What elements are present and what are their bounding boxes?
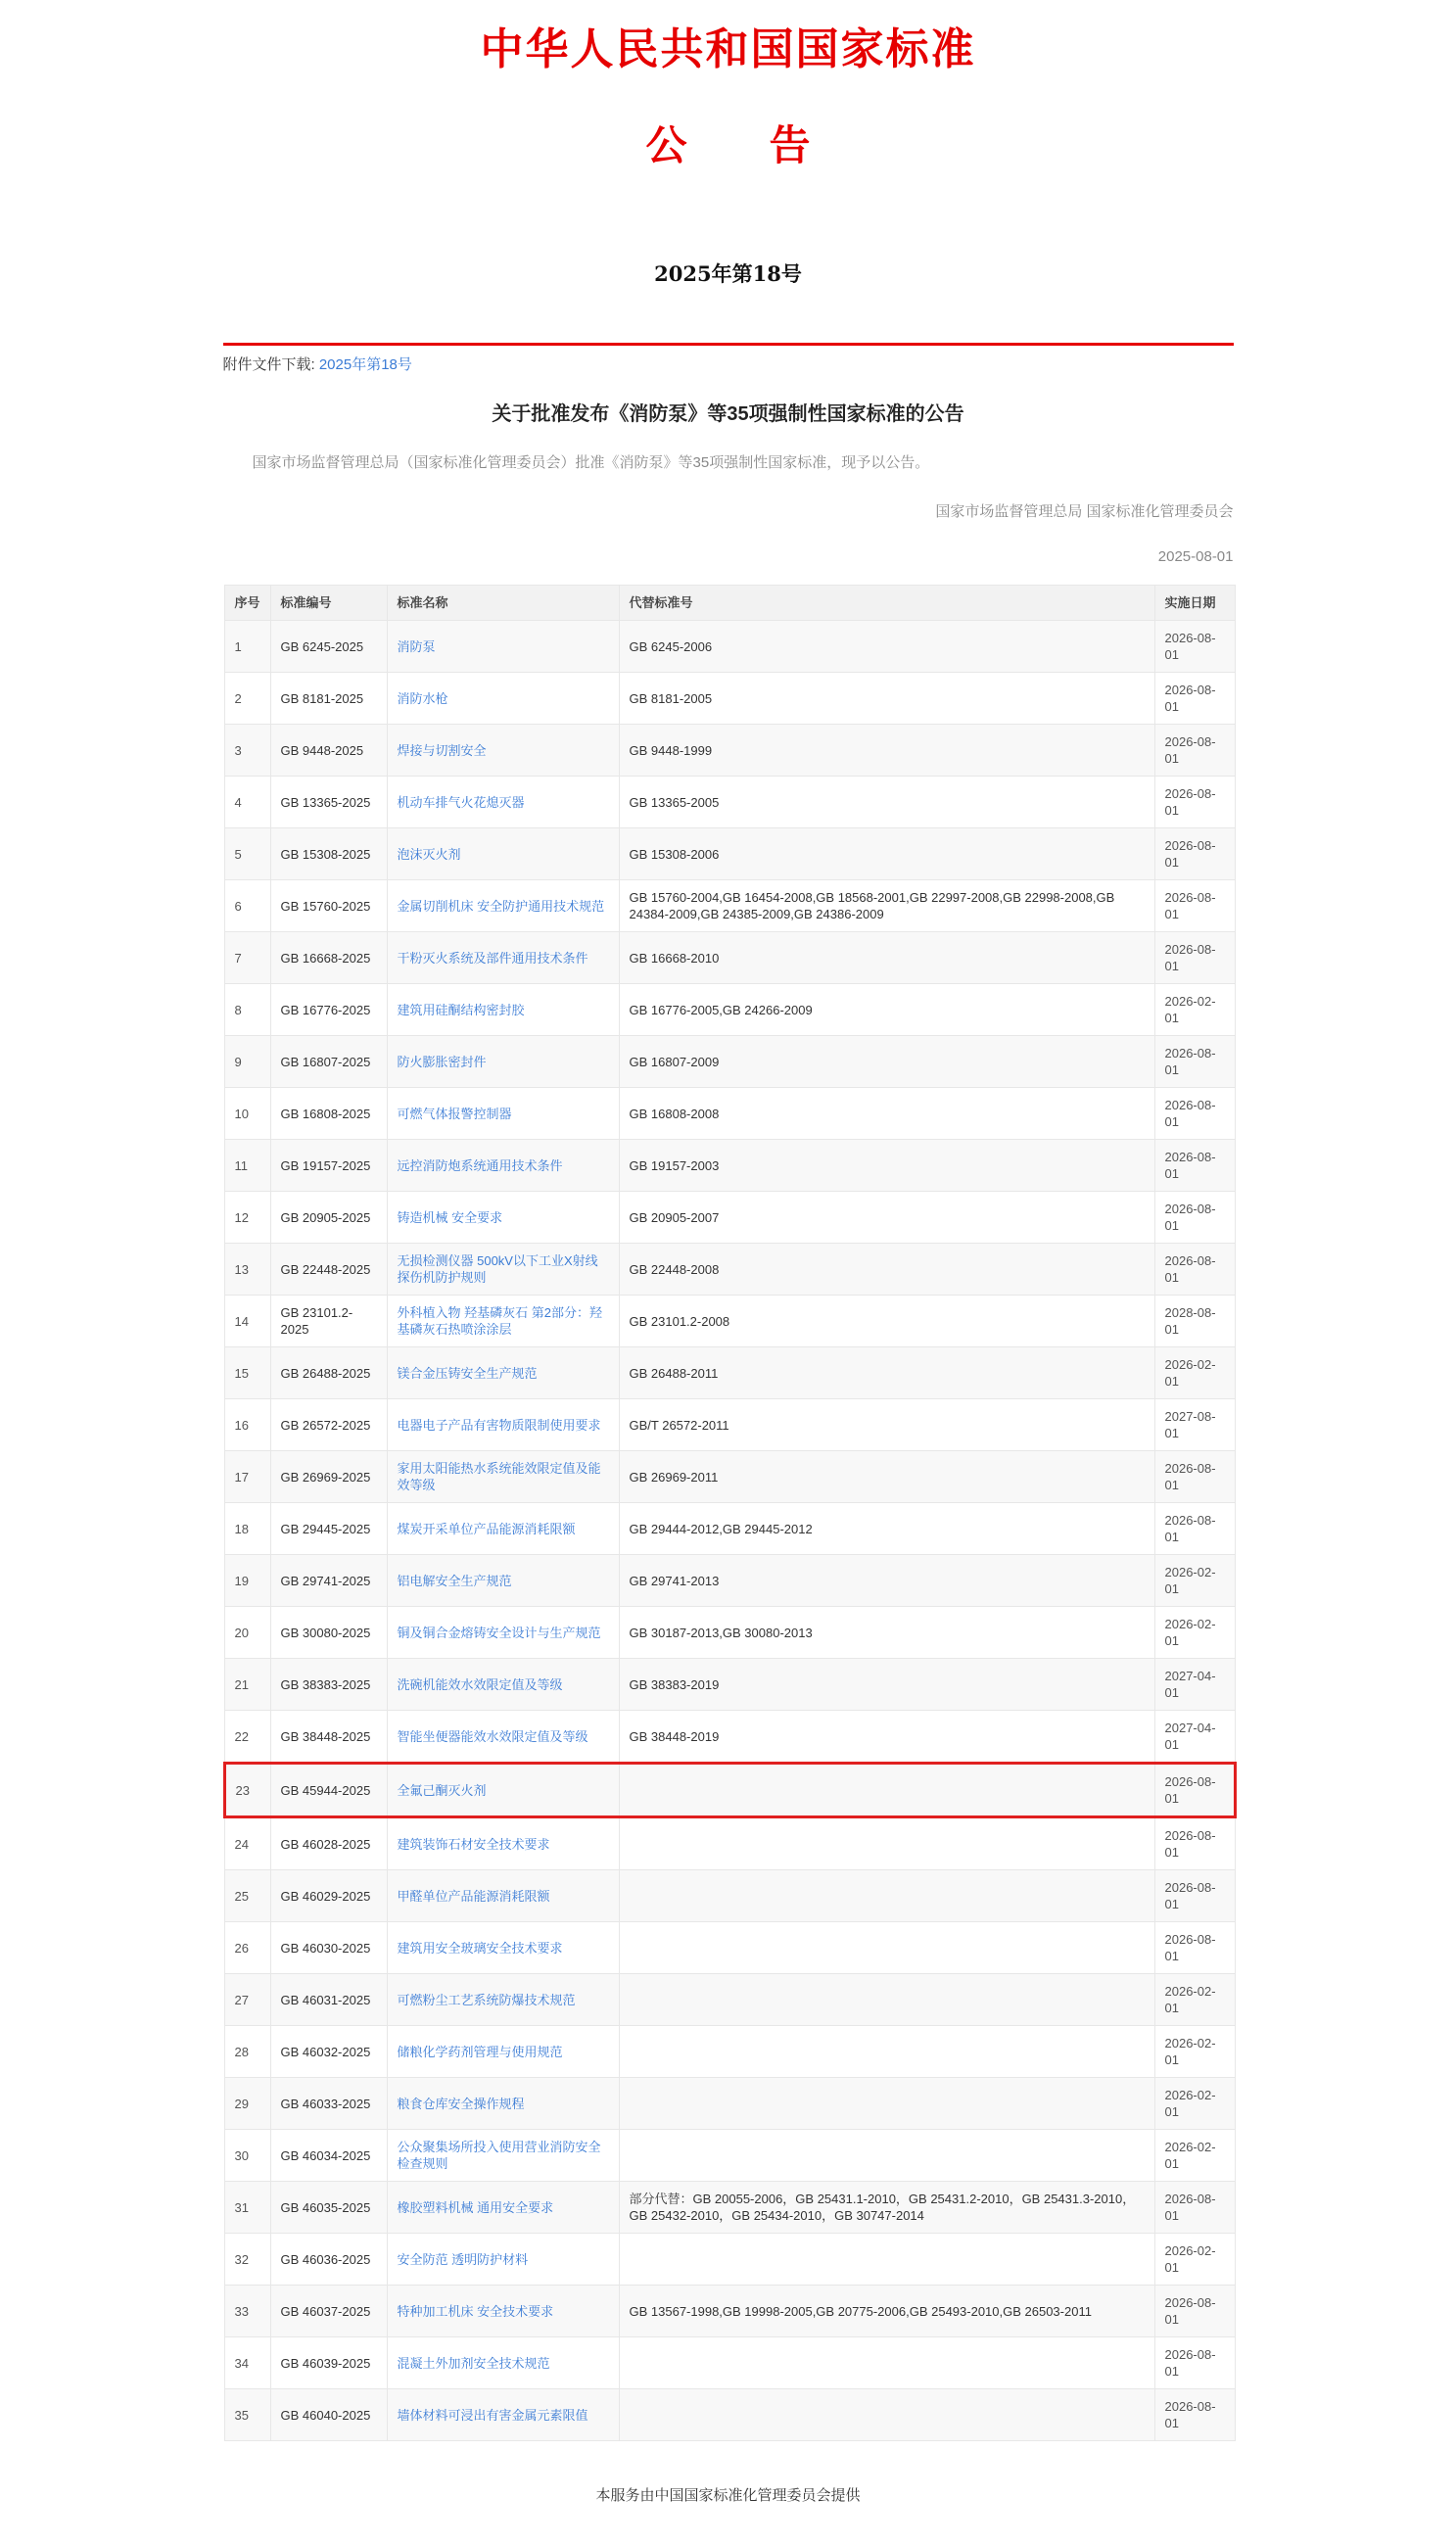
cell-standard-code: GB 46030-2025 — [270, 1922, 387, 1974]
cell-implementation-date: 2026-08-01 — [1154, 1451, 1235, 1503]
standard-name-link[interactable]: 建筑装饰石材安全技术要求 — [397, 1836, 550, 1852]
cell-standard-code: GB 46037-2025 — [270, 2286, 387, 2337]
standard-name-link[interactable]: 安全防范 透明防护材料 — [397, 2251, 529, 2267]
standard-name-link[interactable]: 建筑用硅酮结构密封胶 — [397, 1002, 525, 1017]
table-row — [224, 1192, 1235, 1244]
cell-standard-name — [387, 1140, 619, 1192]
cell-seq: 19 — [224, 1555, 270, 1607]
standard-name-link[interactable]: 铸造机械 安全要求 — [397, 1209, 503, 1225]
cell-replaced-standards — [619, 1764, 1154, 1817]
standard-name-link[interactable]: 镁合金压铸安全生产规范 — [397, 1365, 538, 1381]
table-row — [224, 1399, 1235, 1451]
cell-seq: 5 — [224, 828, 270, 880]
standard-name-link[interactable]: 泡沫灭火剂 — [397, 846, 461, 862]
cell-seq: 3 — [224, 725, 270, 777]
cell-seq: 30 — [224, 2130, 270, 2182]
standard-name-link[interactable]: 甲醛单位产品能源消耗限额 — [397, 1888, 550, 1904]
standard-name-link[interactable]: 无损检测仪器 500kV以下工业X射线探伤机防护规则 — [397, 1253, 598, 1285]
cell-implementation-date: 2026-08-01 — [1154, 1764, 1235, 1817]
document-title: 关于批准发布《消防泵》等35项强制性国家标准的公告 — [492, 403, 964, 425]
cell-standard-code: GB 46032-2025 — [270, 2026, 387, 2078]
cell-standard-name — [387, 1192, 619, 1244]
cell-standard-code: GB 38448-2025 — [270, 1711, 387, 1764]
cell-standard-code: GB 8181-2025 — [270, 673, 387, 725]
cell-standard-name — [387, 1659, 619, 1711]
table-header-row — [224, 586, 1235, 621]
standard-name-link[interactable]: 外科植入物 羟基磷灰石 第2部分：羟基磷灰石热喷涂涂层 — [397, 1305, 602, 1337]
header-date: 实施日期 — [1154, 586, 1235, 621]
cell-standard-name — [387, 725, 619, 777]
cell-replaced-standards: GB 26488-2011 — [619, 1347, 1154, 1399]
table-row — [224, 2389, 1235, 2441]
table-row — [224, 725, 1235, 777]
standard-name-link[interactable]: 消防水枪 — [397, 690, 448, 706]
standard-name-link[interactable]: 特种加工机床 安全技术要求 — [397, 2303, 554, 2319]
table-row — [224, 2078, 1235, 2130]
cell-seq: 25 — [224, 1870, 270, 1922]
cell-replaced-standards — [619, 1870, 1154, 1922]
cell-implementation-date: 2026-08-01 — [1154, 1140, 1235, 1192]
cell-standard-name — [387, 2130, 619, 2182]
cell-replaced-standards — [619, 2078, 1154, 2130]
cell-implementation-date: 2027-04-01 — [1154, 1659, 1235, 1711]
cell-seq: 1 — [224, 621, 270, 673]
table-row — [224, 1974, 1235, 2026]
standard-name-link[interactable]: 煤炭开采单位产品能源消耗限额 — [397, 1521, 576, 1536]
cell-replaced-standards: GB 20905-2007 — [619, 1192, 1154, 1244]
cell-seq: 23 — [224, 1764, 270, 1817]
cell-replaced-standards: GB 23101.2-2008 — [619, 1296, 1154, 1347]
table-row — [224, 2286, 1235, 2337]
cell-replaced-standards: GB 19157-2003 — [619, 1140, 1154, 1192]
cell-implementation-date: 2026-08-01 — [1154, 2286, 1235, 2337]
table-row — [224, 2026, 1235, 2078]
table-row — [224, 2234, 1235, 2286]
cell-standard-code: GB 15760-2025 — [270, 880, 387, 932]
cell-implementation-date: 2026-08-01 — [1154, 1088, 1235, 1140]
cell-standard-code: GB 46039-2025 — [270, 2337, 387, 2389]
standard-name-link[interactable]: 铜及铜合金熔铸安全设计与生产规范 — [397, 1625, 601, 1640]
cell-standard-name — [387, 1347, 619, 1399]
document-date: 2025-08-01 — [1157, 548, 1234, 565]
cell-seq: 33 — [224, 2286, 270, 2337]
cell-replaced-standards: GB 16776-2005,GB 24266-2009 — [619, 984, 1154, 1036]
cell-standard-code: GB 20905-2025 — [270, 1192, 387, 1244]
cell-standard-code: GB 46029-2025 — [270, 1870, 387, 1922]
table-row — [224, 1296, 1235, 1347]
cell-implementation-date: 2026-08-01 — [1154, 777, 1235, 828]
cell-implementation-date: 2026-08-01 — [1154, 1503, 1235, 1555]
cell-replaced-standards — [619, 2337, 1154, 2389]
cell-standard-name — [387, 880, 619, 932]
cell-implementation-date: 2026-08-01 — [1154, 1817, 1235, 1870]
cell-replaced-standards: GB 30187-2013,GB 30080-2013 — [619, 1607, 1154, 1659]
cell-replaced-standards: GB 15760-2004,GB 16454-2008,GB 18568-2001,GB 22997-2008,GB 22998-2008,GB 24384-2009,GB 24385-2009,GB 24386-2009 — [619, 880, 1154, 932]
cell-standard-name — [387, 673, 619, 725]
cell-standard-name — [387, 1451, 619, 1503]
cell-implementation-date: 2026-02-01 — [1154, 1347, 1235, 1399]
cell-implementation-date: 2026-08-01 — [1154, 1244, 1235, 1296]
cell-implementation-date: 2026-02-01 — [1154, 984, 1235, 1036]
table-row — [224, 1922, 1235, 1974]
standard-name-link[interactable]: 储粮化学药剂管理与使用规范 — [397, 2044, 563, 2059]
attachment-row — [223, 346, 1234, 374]
cell-seq: 28 — [224, 2026, 270, 2078]
cell-seq: 18 — [224, 1503, 270, 1555]
cell-seq: 15 — [224, 1347, 270, 1399]
standard-name-link[interactable]: 干粉灭火系统及部件通用技术条件 — [397, 950, 588, 966]
cell-standard-name — [387, 1296, 619, 1347]
cell-seq: 17 — [224, 1451, 270, 1503]
cell-standard-name — [387, 1036, 619, 1088]
table-row — [224, 777, 1235, 828]
cell-implementation-date: 2026-02-01 — [1154, 1974, 1235, 2026]
table-row — [224, 1503, 1235, 1555]
cell-standard-code: GB 45944-2025 — [270, 1764, 387, 1817]
cell-seq: 4 — [224, 777, 270, 828]
cell-standard-code: GB 19157-2025 — [270, 1140, 387, 1192]
cell-seq: 32 — [224, 2234, 270, 2286]
table-row — [224, 1036, 1235, 1088]
table-row — [224, 1659, 1235, 1711]
cell-seq: 10 — [224, 1088, 270, 1140]
table-row — [224, 1555, 1235, 1607]
cell-seq: 9 — [224, 1036, 270, 1088]
table-row — [224, 1870, 1235, 1922]
standard-name-link[interactable]: 公众聚集场所投入使用营业消防安全检查规则 — [397, 2140, 601, 2171]
cell-implementation-date: 2026-02-01 — [1154, 2026, 1235, 2078]
page-footer: 本服务由中国国家标准化管理委员会提供 — [595, 2487, 861, 2504]
cell-standard-code: GB 6245-2025 — [270, 621, 387, 673]
cell-standard-name — [387, 932, 619, 984]
table-row — [224, 2130, 1235, 2182]
standards-table-head — [224, 586, 1235, 621]
header-seq: 序号 — [224, 586, 270, 621]
standard-name-link[interactable]: 远控消防炮系统通用技术条件 — [397, 1157, 563, 1173]
cell-standard-name — [387, 828, 619, 880]
cell-seq: 24 — [224, 1817, 270, 1870]
cell-implementation-date: 2026-08-01 — [1154, 828, 1235, 880]
cell-replaced-standards — [619, 2389, 1154, 2441]
attachment-label: 附件文件下载: — [222, 356, 319, 373]
cell-standard-name — [387, 1817, 619, 1870]
attachment-download-link[interactable]: 2025年第18号 — [318, 356, 412, 373]
standard-name-link[interactable]: 消防泵 — [397, 638, 436, 654]
cell-standard-name — [387, 2389, 619, 2441]
cell-standard-name — [387, 1555, 619, 1607]
cell-seq: 13 — [224, 1244, 270, 1296]
cell-replaced-standards: GB 9448-1999 — [619, 725, 1154, 777]
standard-name-link[interactable]: 橡胶塑料机械 通用安全要求 — [397, 2199, 554, 2215]
cell-standard-name — [387, 1607, 619, 1659]
cell-standard-name — [387, 2234, 619, 2286]
cell-standard-code: GB 16807-2025 — [270, 1036, 387, 1088]
cell-standard-name — [387, 984, 619, 1036]
announcement-subtitle: 公 告 — [645, 121, 811, 169]
cell-seq: 31 — [224, 2182, 270, 2234]
cell-standard-name — [387, 1870, 619, 1922]
cell-standard-code: GB 46028-2025 — [270, 1817, 387, 1870]
cell-standard-name — [387, 2026, 619, 2078]
cell-replaced-standards: GB 6245-2006 — [619, 621, 1154, 673]
cell-standard-code: GB 13365-2025 — [270, 777, 387, 828]
cell-replaced-standards — [619, 2234, 1154, 2286]
cell-seq: 2 — [224, 673, 270, 725]
cell-implementation-date: 2026-08-01 — [1154, 1036, 1235, 1088]
header-name: 标准名称 — [387, 586, 619, 621]
cell-replaced-standards: 部分代替：GB 20055-2006，GB 25431.1-2010，GB 25431.2-2010，GB 25431.3-2010，GB 25432-2010，GB 25434-2010，GB 30747-2014 — [619, 2182, 1154, 2234]
cell-implementation-date: 2026-08-01 — [1154, 621, 1235, 673]
cell-replaced-standards: GB 16807-2009 — [619, 1036, 1154, 1088]
cell-seq: 11 — [224, 1140, 270, 1192]
cell-standard-code: GB 16776-2025 — [270, 984, 387, 1036]
cell-implementation-date: 2028-08-01 — [1154, 1296, 1235, 1347]
cell-standard-code: GB 26572-2025 — [270, 1399, 387, 1451]
table-row — [224, 828, 1235, 880]
cell-replaced-standards — [619, 2026, 1154, 2078]
cell-seq: 27 — [224, 1974, 270, 2026]
standard-name-link[interactable]: 建筑用安全玻璃安全技术要求 — [397, 1940, 563, 1956]
standards-table-body — [224, 621, 1235, 2441]
cell-standard-name — [387, 1088, 619, 1140]
cell-standard-code: GB 9448-2025 — [270, 725, 387, 777]
cell-implementation-date: 2026-08-01 — [1154, 673, 1235, 725]
cell-implementation-date: 2026-08-01 — [1154, 2182, 1235, 2234]
cell-replaced-standards — [619, 2130, 1154, 2182]
table-row — [224, 984, 1235, 1036]
cell-implementation-date: 2026-02-01 — [1154, 2234, 1235, 2286]
cell-replaced-standards: GB 29444-2012,GB 29445-2012 — [619, 1503, 1154, 1555]
cell-standard-name — [387, 777, 619, 828]
cell-standard-code: GB 29741-2025 — [270, 1555, 387, 1607]
cell-standard-code: GB 23101.2-2025 — [270, 1296, 387, 1347]
standards-table — [223, 585, 1237, 2441]
standard-name-link[interactable]: 智能坐便器能效水效限定值及等级 — [397, 1728, 588, 1744]
cell-implementation-date: 2026-08-01 — [1154, 1192, 1235, 1244]
cell-standard-code: GB 46036-2025 — [270, 2234, 387, 2286]
table-row — [224, 621, 1235, 673]
cell-seq: 34 — [224, 2337, 270, 2389]
cell-implementation-date: 2027-04-01 — [1154, 1711, 1235, 1764]
table-row — [224, 1764, 1235, 1817]
cell-seq: 16 — [224, 1399, 270, 1451]
cell-standard-name — [387, 1399, 619, 1451]
cell-seq: 20 — [224, 1607, 270, 1659]
cell-implementation-date: 2026-02-01 — [1154, 1555, 1235, 1607]
cell-seq: 21 — [224, 1659, 270, 1711]
standard-name-link[interactable]: 洗碗机能效水效限定值及等级 — [397, 1676, 563, 1692]
table-row — [224, 1711, 1235, 1764]
cell-replaced-standards — [619, 1974, 1154, 2026]
cell-standard-code: GB 16808-2025 — [270, 1088, 387, 1140]
cell-implementation-date: 2026-02-01 — [1154, 1607, 1235, 1659]
cell-standard-name — [387, 2182, 619, 2234]
table-row — [224, 880, 1235, 932]
cell-replaced-standards: GB/T 26572-2011 — [619, 1399, 1154, 1451]
cell-seq: 35 — [224, 2389, 270, 2441]
cell-implementation-date: 2026-08-01 — [1154, 1870, 1235, 1922]
document-body: 国家市场监督管理总局（国家标准化管理委员会）批准《消防泵》等35项强制性国家标准，现予以公告。 — [252, 454, 930, 471]
cell-replaced-standards: GB 13567-1998,GB 19998-2005,GB 20775-2006,GB 25493-2010,GB 26503-2011 — [619, 2286, 1154, 2337]
header-code: 标准编号 — [270, 586, 387, 621]
cell-seq: 12 — [224, 1192, 270, 1244]
table-row — [224, 932, 1235, 984]
cell-implementation-date: 2026-02-01 — [1154, 2078, 1235, 2130]
cell-standard-code: GB 30080-2025 — [270, 1607, 387, 1659]
cell-seq: 7 — [224, 932, 270, 984]
cell-standard-name — [387, 1503, 619, 1555]
cell-implementation-date: 2026-08-01 — [1154, 2337, 1235, 2389]
standard-name-link[interactable]: 家用太阳能热水系统能效限定值及能效等级 — [397, 1461, 601, 1492]
header-replaces: 代替标准号 — [619, 586, 1154, 621]
cell-standard-code: GB 22448-2025 — [270, 1244, 387, 1296]
issue-number: 2025年第18号 — [654, 261, 802, 286]
standard-name-link[interactable]: 防火膨胀密封件 — [397, 1054, 487, 1069]
cell-standard-code: GB 29445-2025 — [270, 1503, 387, 1555]
cell-standard-code: GB 38383-2025 — [270, 1659, 387, 1711]
cell-replaced-standards: GB 16808-2008 — [619, 1088, 1154, 1140]
cell-seq: 22 — [224, 1711, 270, 1764]
cell-replaced-standards: GB 13365-2005 — [619, 777, 1154, 828]
cell-seq: 8 — [224, 984, 270, 1036]
standard-name-link[interactable]: 铝电解安全生产规范 — [397, 1573, 512, 1588]
table-row — [224, 2182, 1235, 2234]
standard-name-link[interactable]: 电器电子产品有害物质限制使用要求 — [397, 1417, 601, 1433]
cell-replaced-standards: GB 38448-2019 — [619, 1711, 1154, 1764]
cell-standard-code: GB 46035-2025 — [270, 2182, 387, 2234]
cell-replaced-standards — [619, 1817, 1154, 1870]
cell-implementation-date: 2026-08-01 — [1154, 932, 1235, 984]
table-row — [224, 1451, 1235, 1503]
cell-replaced-standards: GB 15308-2006 — [619, 828, 1154, 880]
cell-replaced-standards: GB 29741-2013 — [619, 1555, 1154, 1607]
cell-standard-name — [387, 1922, 619, 1974]
standard-name-link[interactable]: 焊接与切割安全 — [397, 742, 487, 758]
table-row — [224, 1244, 1235, 1296]
cell-standard-code: GB 15308-2025 — [270, 828, 387, 880]
cell-standard-name — [387, 2286, 619, 2337]
standard-name-link[interactable]: 全氟己酮灭火剂 — [397, 1782, 487, 1798]
cell-implementation-date: 2026-02-01 — [1154, 2130, 1235, 2182]
cell-standard-code: GB 46040-2025 — [270, 2389, 387, 2441]
cell-standard-name — [387, 2337, 619, 2389]
cell-standard-code: GB 16668-2025 — [270, 932, 387, 984]
standard-name-link[interactable]: 可燃气体报警控制器 — [397, 1106, 512, 1121]
cell-implementation-date: 2026-08-01 — [1154, 2389, 1235, 2441]
document-signature: 国家市场监督管理总局 国家标准化管理委员会 — [935, 503, 1234, 520]
table-row — [224, 1347, 1235, 1399]
cell-seq: 6 — [224, 880, 270, 932]
standard-name-link[interactable]: 金属切削机床 安全防护通用技术规范 — [397, 898, 605, 914]
cell-replaced-standards: GB 38383-2019 — [619, 1659, 1154, 1711]
cell-standard-name — [387, 1974, 619, 2026]
cell-standard-name — [387, 1711, 619, 1764]
table-row — [224, 1088, 1235, 1140]
cell-standard-name — [387, 2078, 619, 2130]
standard-name-link[interactable]: 可燃粉尘工艺系统防爆技术规范 — [397, 1992, 576, 2007]
table-row — [224, 1607, 1235, 1659]
cell-standard-name — [387, 621, 619, 673]
cell-replaced-standards: GB 22448-2008 — [619, 1244, 1154, 1296]
cell-standard-name — [387, 1764, 619, 1817]
cell-replaced-standards: GB 26969-2011 — [619, 1451, 1154, 1503]
table-row — [224, 2337, 1235, 2389]
cell-seq: 26 — [224, 1922, 270, 1974]
cell-implementation-date: 2026-08-01 — [1154, 725, 1235, 777]
cell-seq: 14 — [224, 1296, 270, 1347]
cell-standard-code: GB 46034-2025 — [270, 2130, 387, 2182]
standard-name-link[interactable]: 机动车排气火花熄灭器 — [397, 794, 525, 810]
table-row — [224, 1140, 1235, 1192]
cell-replaced-standards: GB 16668-2010 — [619, 932, 1154, 984]
standard-name-link[interactable]: 混凝土外加剂安全技术规范 — [397, 2355, 550, 2371]
cell-seq: 29 — [224, 2078, 270, 2130]
cell-standard-code: GB 46031-2025 — [270, 1974, 387, 2026]
table-row — [224, 1817, 1235, 1870]
cell-standard-code: GB 26969-2025 — [270, 1451, 387, 1503]
cell-replaced-standards: GB 8181-2005 — [619, 673, 1154, 725]
standard-name-link[interactable]: 墙体材料可浸出有害金属元素限值 — [397, 2407, 588, 2423]
standard-name-link[interactable]: 粮食仓库安全操作规程 — [397, 2096, 525, 2111]
cell-standard-name — [387, 1244, 619, 1296]
cell-implementation-date: 2026-08-01 — [1154, 880, 1235, 932]
cell-implementation-date: 2027-08-01 — [1154, 1399, 1235, 1451]
cell-replaced-standards — [619, 1922, 1154, 1974]
cell-implementation-date: 2026-08-01 — [1154, 1922, 1235, 1974]
cell-standard-code: GB 46033-2025 — [270, 2078, 387, 2130]
main-title: 中华人民共和国国家标准 — [480, 24, 976, 74]
page-content — [223, 14, 1234, 2546]
table-row — [224, 673, 1235, 725]
cell-standard-code: GB 26488-2025 — [270, 1347, 387, 1399]
